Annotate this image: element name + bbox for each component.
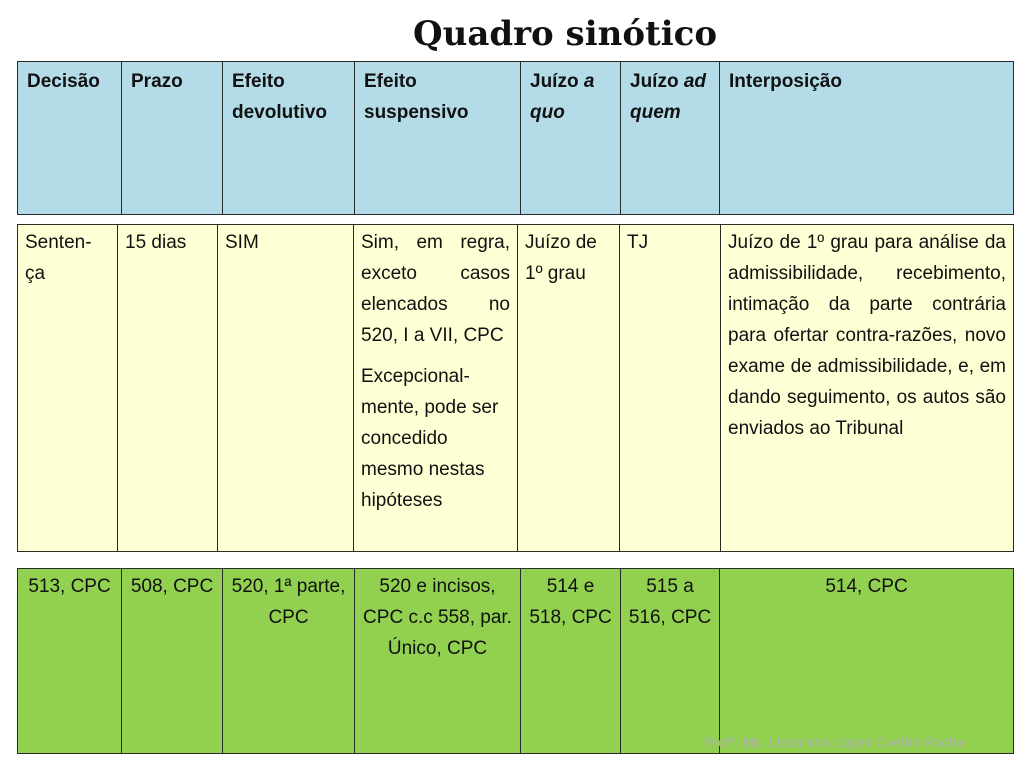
- sentenca-row: [18, 225, 1014, 552]
- sentenca-efeito-suspensivo-excecao: Excepcional-mente, pode ser concedido mesmo nestas hipóteses: [361, 366, 499, 511]
- sentenca-efeito-suspensivo: [354, 225, 518, 552]
- header-prazo: Prazo: [122, 62, 223, 215]
- header-table: [17, 61, 1014, 215]
- refs-table: [17, 568, 1014, 754]
- header-row: [18, 62, 1014, 215]
- sentenca-efeito-devolutivo: SIM: [218, 225, 354, 552]
- header-juizo-a-quo-label: Juízo: [530, 71, 579, 92]
- header-juizo-a-quo: [521, 62, 621, 215]
- sentenca-juizo-a-quo: Juízo de 1º grau: [518, 225, 620, 552]
- header-interposicao: Interposição: [720, 62, 1014, 215]
- header-efeito-suspensivo: Efeito suspensivo: [355, 62, 521, 215]
- sentenca-interposicao: Juízo de 1º grau para análise da admissibilidade, recebimento, intimação da parte contrária para ofertar contra-razões, novo exame de admissibilidade, e, em dando seguimento, os autos são enviados ao Tribunal: [721, 225, 1014, 552]
- refs-efeito-suspensivo: 520 e incisos, CPC c.c 558, par. Único, CPC: [355, 569, 521, 754]
- sentenca-prazo: 15 dias: [118, 225, 218, 552]
- refs-prazo: 508, CPC: [122, 569, 223, 754]
- sentenca-efeito-suspensivo-regra: Sim, em regra, exceto casos elencados no 520, I a VII, CPC: [361, 232, 510, 346]
- author-footer: Profª. Ms. Lissandra Lopes Coelho Rocha: [704, 734, 965, 750]
- refs-interposicao: 514, CPC: [720, 569, 1014, 754]
- sentenca-decisao: Senten-ça: [18, 225, 118, 552]
- refs-efeito-devolutivo: 520, 1ª parte, CPC: [223, 569, 355, 754]
- sentenca-table: [17, 224, 1014, 552]
- header-decisao: Decisão: [18, 62, 122, 215]
- header-efeito-devolutivo: Efeito devolutivo: [223, 62, 355, 215]
- refs-decisao: 513, CPC: [18, 569, 122, 754]
- header-juizo-ad-quem: [621, 62, 720, 215]
- sentenca-juizo-ad-quem: TJ: [620, 225, 721, 552]
- refs-juizo-a-quo: 514 e 518, CPC: [521, 569, 621, 754]
- slide-title: Quadro sinótico: [412, 14, 718, 54]
- refs-row: [18, 569, 1014, 754]
- refs-juizo-ad-quem: 515 a 516, CPC: [621, 569, 720, 754]
- header-juizo-ad-quem-label: Juízo: [630, 71, 679, 92]
- header-juizo-ad-quem-italic: ad quem: [630, 71, 707, 123]
- header-juizo-a-quo-italic: a quo: [530, 71, 595, 123]
